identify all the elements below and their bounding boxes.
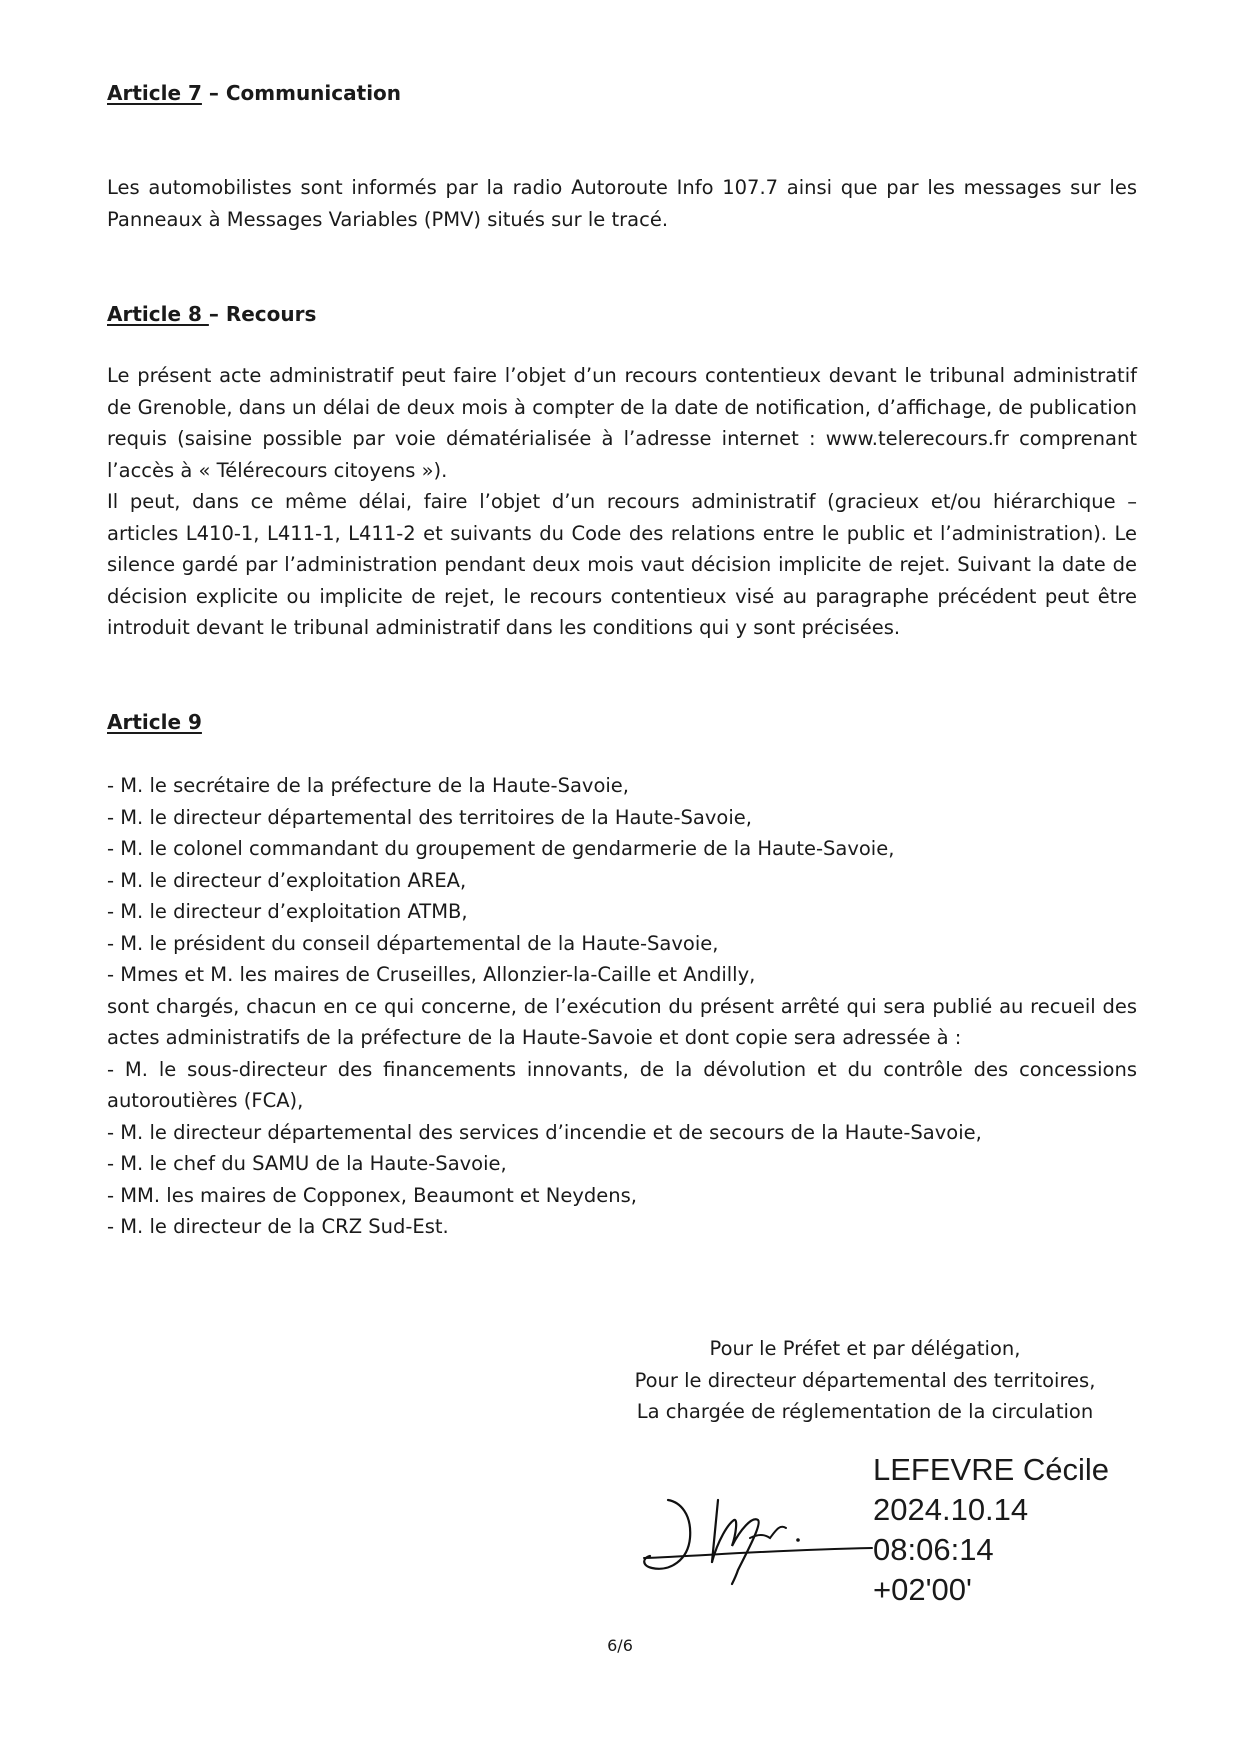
signature-line-2: Pour le directeur départemental des territoires, (634, 1368, 1096, 1392)
digital-signature-stamp (873, 1450, 1109, 1610)
list-item: - MM. les maires de Copponex, Beaumont et Neydens, (107, 1183, 637, 1207)
stamp-signer-name: LEFEVRE Cécile (873, 1452, 1110, 1487)
list-item: - Mmes et M. les maires de Cruseilles, Allonzier-la-Caille et Andilly, (107, 963, 756, 986)
list-item: - M. le directeur d’exploitation AREA, (107, 868, 467, 892)
article-8-paragraph-1: Le présent acte administratif peut faire l’objet d’un recours contentieux devant le tribunal administratif de Grenoble, dans un délai de deux mois à compter de la date de notification, d’affichage, de publication requis (saisine possible par voie dématérialisée à l’adresse internet : www.telerecours.fr comprenant l’accès à « Télérecours citoyens »). (107, 364, 1137, 482)
article-9-label: Article 9 (107, 710, 202, 734)
list-item: - M. le directeur d’exploitation ATMB, (107, 900, 468, 923)
list-item: - M. le directeur départemental des services d’incendie et de secours de la Haute-Savoie, (107, 1120, 982, 1144)
list-item: - M. le directeur de la CRZ Sud-Est. (107, 1215, 449, 1238)
stamp-time: 08:06:14 (873, 1532, 994, 1567)
article-7-label: Article 7 (107, 81, 202, 105)
article-8-body (107, 360, 1137, 644)
signature-line-1: Pour le Préfet et par délégation, (709, 1337, 1021, 1360)
page-number: 6/6 (607, 1636, 633, 1655)
list-item: - M. le chef du SAMU de la Haute-Savoie, (107, 1152, 507, 1175)
signature-line-3: La chargée de réglementation de la circulation (636, 1400, 1094, 1423)
article-8-title: – Recours (208, 302, 317, 326)
article-9-list (107, 770, 1137, 1243)
list-item: - M. le directeur départemental des territoires de la Haute-Savoie, (107, 805, 752, 829)
list-item: - M. le sous-directeur des financements innovants, de la dévolution et du contrôle des concessions autoroutières (FCA), (107, 1057, 1137, 1112)
signature-block (575, 1333, 1155, 1428)
article-7-body: Les automobilistes sont informés par la radio Autoroute Info 107.7 ainsi que par les messages sur les Panneaux à Messages Variables (PMV) situés sur le tracé. (107, 176, 1137, 231)
list-item: - M. le secrétaire de la préfecture de la Haute-Savoie, (107, 774, 630, 797)
list-item: sont chargés, chacun en ce qui concerne, de l’exécution du présent arrêté qui sera publié au recueil des actes administratifs de la préfecture de la Haute-Savoie et dont copie sera adressée à : (107, 994, 1137, 1049)
article-7-heading (107, 80, 401, 106)
handwritten-signature (640, 1480, 880, 1590)
list-item: - M. le président du conseil départemental de la Haute-Savoie, (107, 931, 719, 955)
article-8-heading (107, 301, 316, 327)
article-8-paragraph-2: Il peut, dans ce même délai, faire l’objet d’un recours administratif (gracieux et/ou hiérarchique – articles L410-1, L411-1, L411-2 et suivants du Code des relations entre le public et l’administration). Le silence gardé par l’administration pendant deux mois vaut décision implicite de rejet. Suivant la date de décision explicite ou implicite de rejet, le recours contentieux visé au paragraphe précédent peut être introduit devant le tribunal administratif dans les conditions qui y sont précisées. (107, 490, 1137, 639)
stamp-date: 2024.10.14 (873, 1492, 1029, 1527)
stamp-timezone: +02'00' (873, 1572, 972, 1607)
article-8-label: Article 8 (107, 302, 209, 326)
article-9-heading (107, 709, 202, 735)
list-item: - M. le colonel commandant du groupement de gendarmerie de la Haute-Savoie, (107, 837, 895, 860)
article-7-title: – Communication (201, 81, 402, 105)
